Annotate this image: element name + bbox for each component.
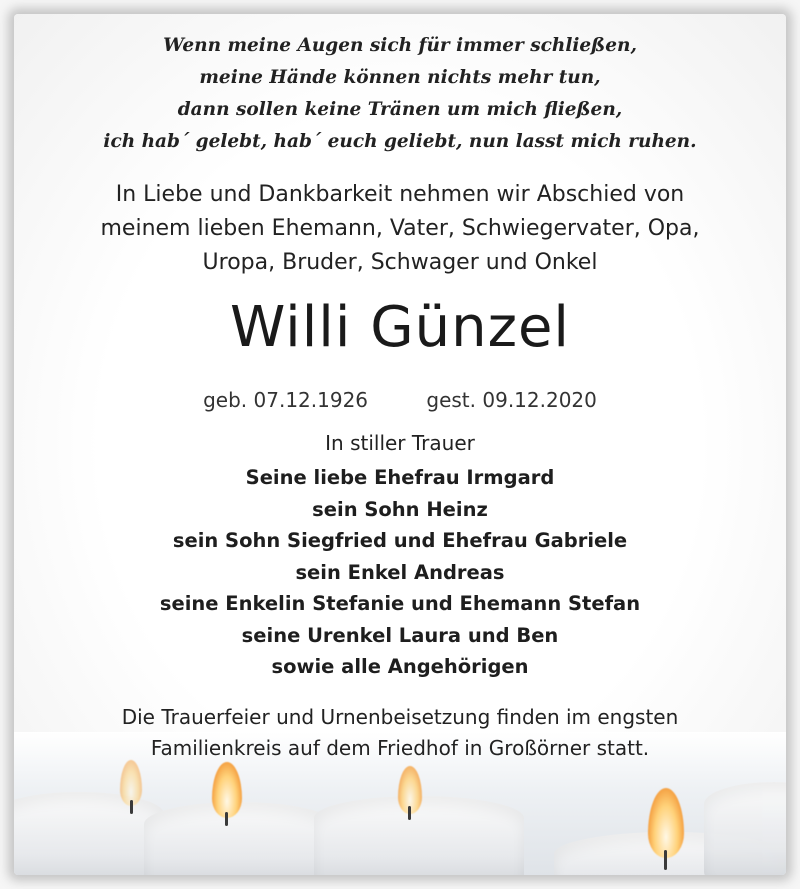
poem-line: Wenn meine Augen sich für immer schließen, bbox=[163, 35, 637, 56]
funeral-info bbox=[0, 702, 800, 764]
intro-line: Uropa, Bruder, Schwager und Onkel bbox=[202, 250, 598, 275]
candle-wick bbox=[225, 812, 228, 826]
candle bbox=[14, 792, 164, 875]
mourner: sein Sohn Siegfried und Ehefrau Gabriele bbox=[172, 529, 628, 552]
mourner: sein Enkel Andreas bbox=[295, 560, 505, 584]
intro-line: meinem lieben Ehemann, Vater, Schwiegervater, Opa, bbox=[100, 216, 700, 241]
death-date: gest. 09.12.2020 bbox=[426, 388, 597, 412]
poem-line: dann sollen keine Tränen um mich fließen, bbox=[177, 99, 623, 120]
mourners-list bbox=[0, 462, 800, 683]
candle bbox=[704, 782, 786, 875]
mourner: sein Sohn Heinz bbox=[312, 497, 488, 521]
candle-wick bbox=[130, 800, 133, 814]
funeral-info-line: Die Trauerfeier und Urnenbeisetzung finden im engsten bbox=[121, 705, 679, 729]
candle-wick bbox=[664, 850, 667, 870]
mourner: seine Enkelin Stefanie und Ehemann Stefan bbox=[159, 592, 641, 615]
candle-wick bbox=[408, 806, 411, 820]
poem-line: meine Hände können nichts mehr tun, bbox=[199, 67, 601, 88]
candle bbox=[144, 802, 334, 875]
mourner: Seine liebe Ehefrau Irmgard bbox=[245, 466, 555, 489]
candle-flame bbox=[212, 762, 242, 818]
mourner: seine Urenkel Laura und Ben bbox=[241, 623, 559, 647]
mourner: sowie alle Angehörigen bbox=[271, 655, 529, 678]
farewell-intro bbox=[0, 178, 800, 280]
mourning-intro: In stiller Trauer bbox=[325, 431, 475, 455]
poem-line: ich hab´ gelebt, hab´ euch geliebt, nun lasst mich ruhen. bbox=[103, 131, 697, 152]
life-dates bbox=[0, 384, 800, 416]
poem bbox=[0, 30, 800, 158]
deceased-name: Willi Günzel bbox=[230, 295, 570, 360]
candle-flame bbox=[648, 788, 684, 858]
intro-line: In Liebe und Dankbarkeit nehmen wir Abschied von bbox=[115, 182, 685, 207]
birth-date: geb. 07.12.1926 bbox=[203, 388, 369, 412]
funeral-info-line: Familienkreis auf dem Friedhof in Großörner statt. bbox=[150, 736, 650, 760]
